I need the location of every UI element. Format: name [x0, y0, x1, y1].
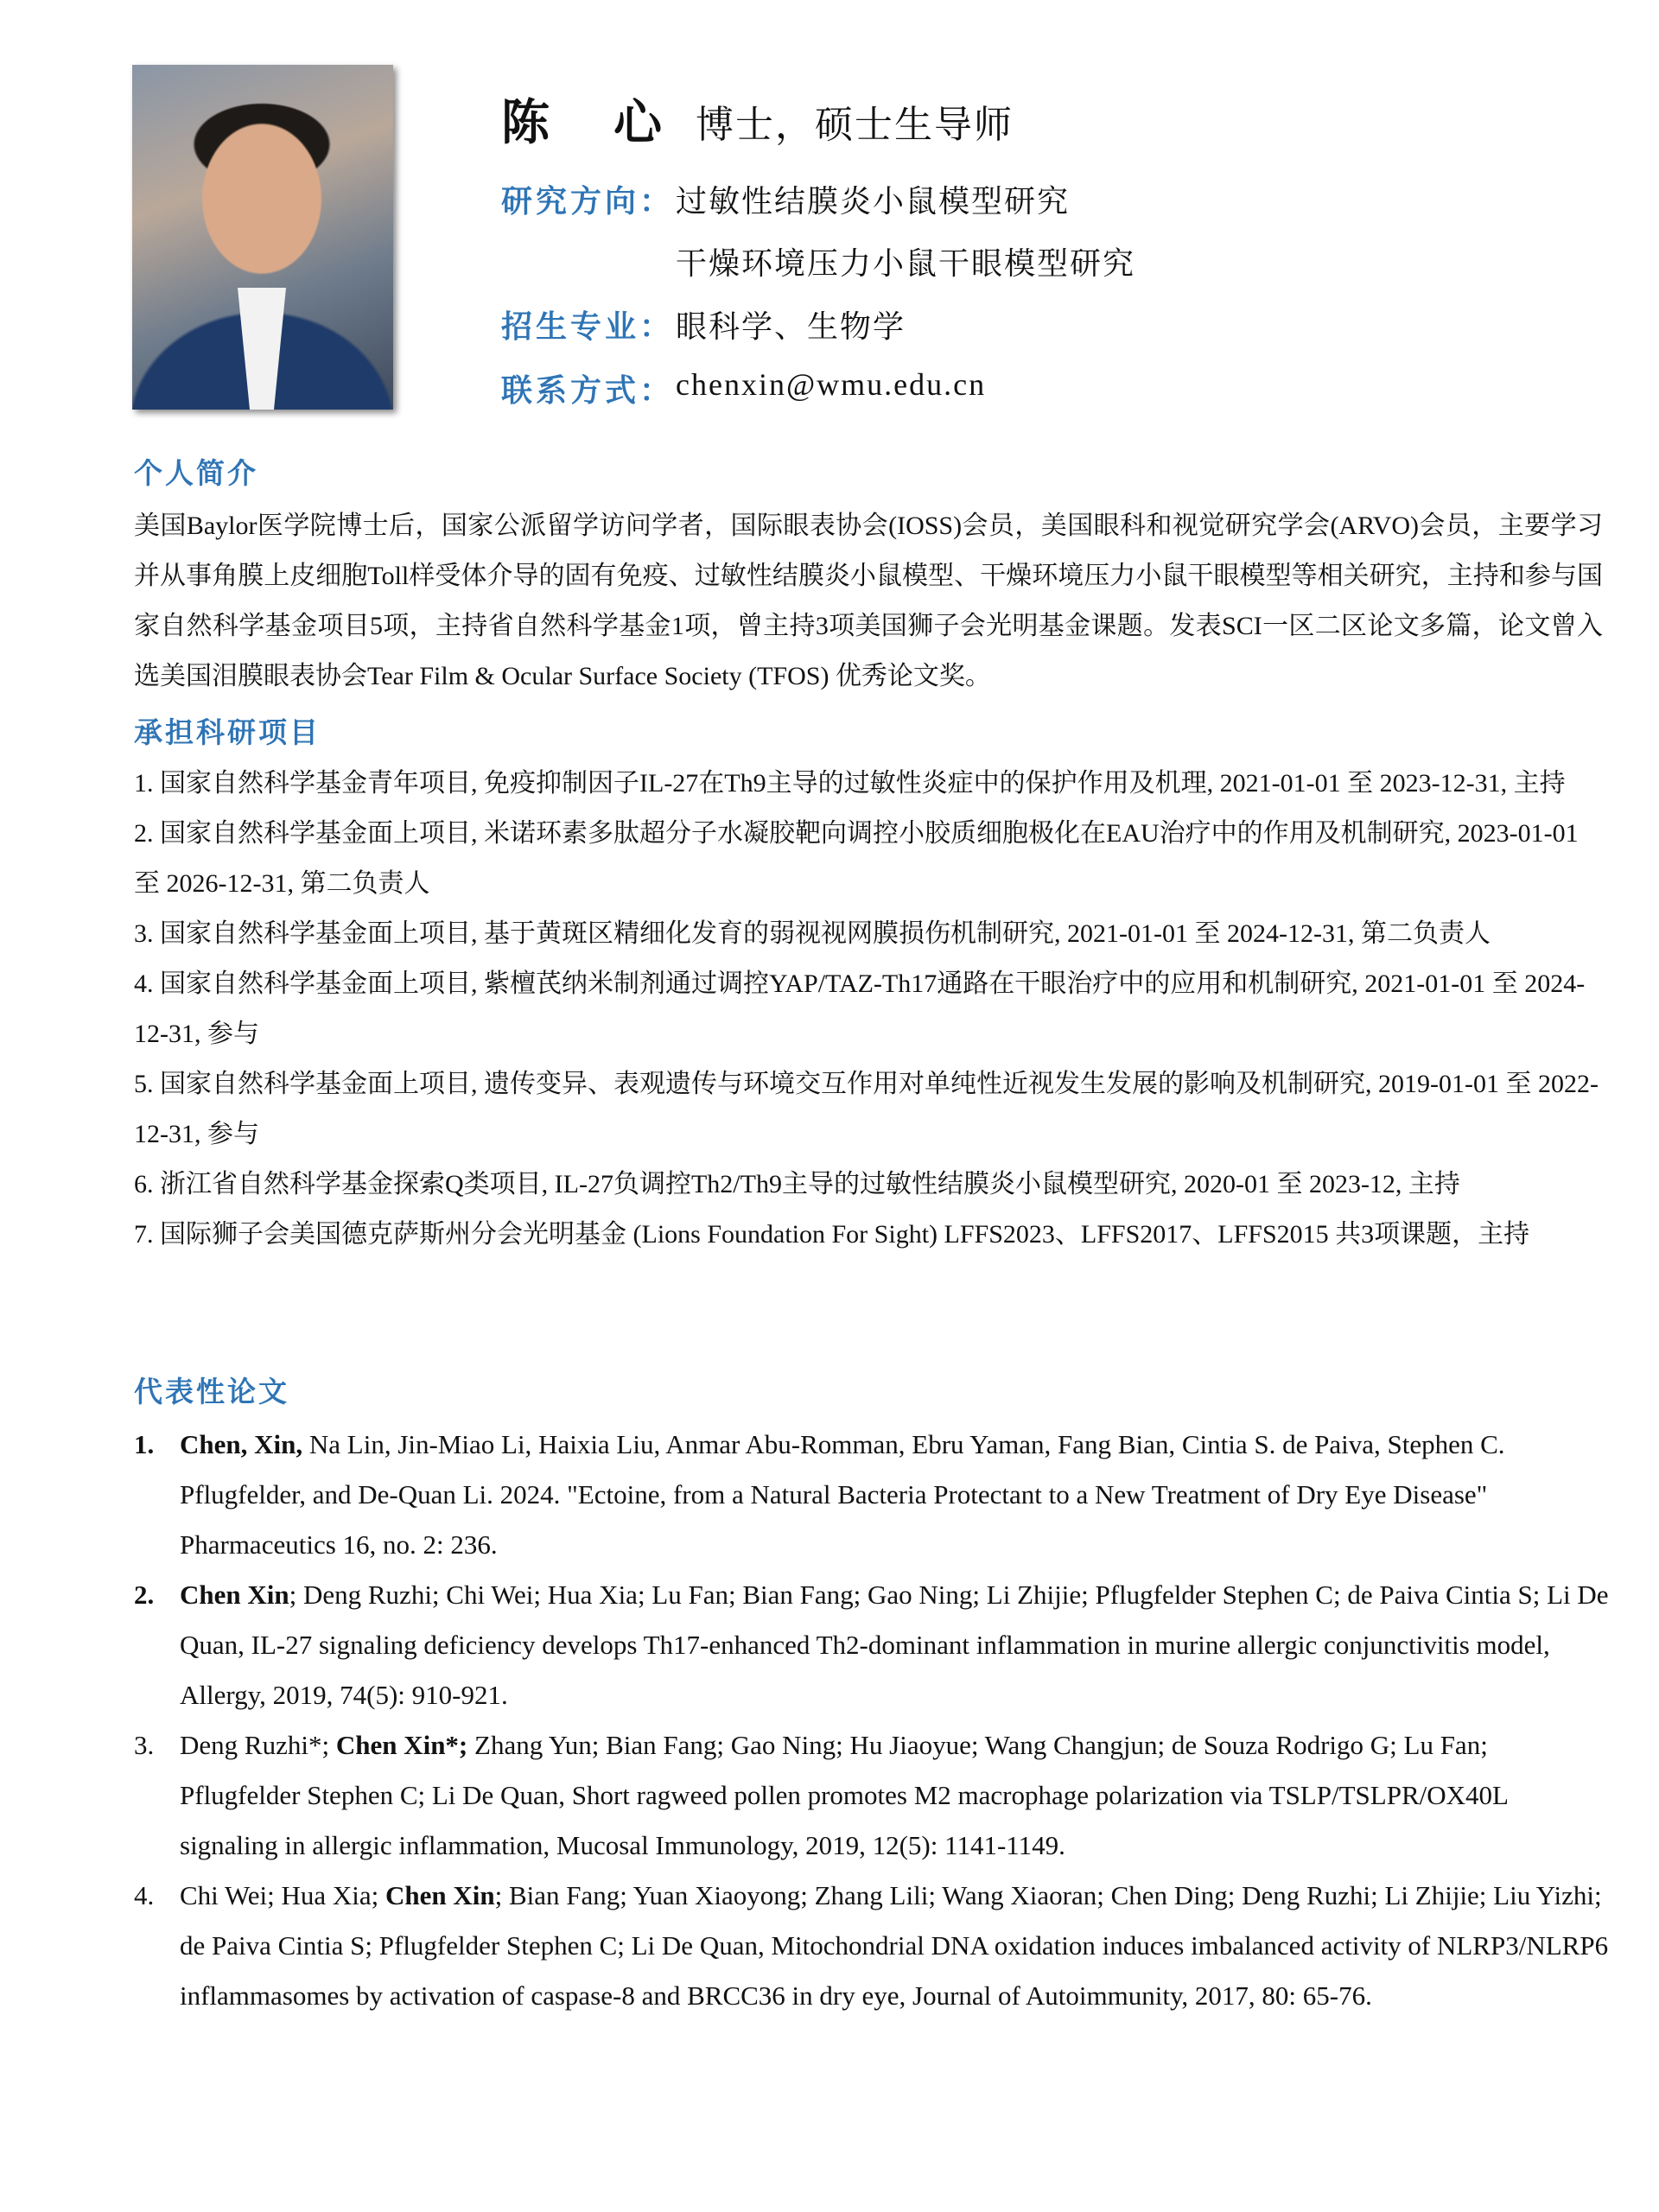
- paper-details: ; Deng Ruzhi; Chi Wei; Hua Xia; Lu Fan; Bian Fang; Gao Ning; Li Zhijie; Pflugfelder Stephen C; de Paiva Cintia S; Li De Quan, IL-27 signaling deficiency develops Th17-enhanced Th2-dominant inflammation in murine allergic conjunctivitis model, Allergy, 2019, 74(5): 910-921.: [180, 1580, 1609, 1710]
- paper-item: [134, 1720, 1611, 1871]
- major-label: 招生专业：: [501, 309, 675, 344]
- paper-main-author: Chen, Xin,: [180, 1429, 303, 1459]
- project-item: 4. 国家自然科学基金面上项目, 紫檀芪纳米制剂通过调控YAP/TAZ-Th17通路在干眼治疗中的应用和机制研究, 2021-01-01 至 2024-12-31, 参与: [134, 969, 1586, 1048]
- paper-coauthors: Chi Wei; Hua Xia;: [180, 1880, 386, 1910]
- paper-number: 1.: [134, 1429, 155, 1459]
- project-item: 1. 国家自然科学基金青年项目, 免疫抑制因子IL-27在Th9主导的过敏性炎症中的保护作用及机理, 2021-01-01 至 2023-12-31, 主持: [134, 769, 1566, 798]
- paper-number: 3.: [134, 1730, 155, 1760]
- paper-main-author: Chen Xin*;: [335, 1730, 468, 1760]
- paper-number: 2.: [134, 1580, 155, 1610]
- project-item: 2. 国家自然科学基金面上项目, 米诺环素多肽超分子水凝胶靶向调控小胶质细胞极化在EAU治疗中的作用及机制研究, 2023-01-01 至 2026-12-31, 第二负责人: [134, 819, 1579, 898]
- paper-details: Zhang Yun; Bian Fang; Gao Ning; Hu Jiaoyue; Wang Changjun; de Souza Rodrigo G; Lu Fan; Pflugfelder Stephen C; Li De Quan, Short ragweed pollen promotes M2 macrophage polarization via TSLP/TSLPR/OX40L signaling in allergic inflammation, Mucosal Immunology, 2019, 12(5): 1141-1149.: [180, 1730, 1508, 1860]
- paper-item: [134, 1871, 1611, 2021]
- research-item: 干燥环境压力小鼠干眼模型研究: [676, 246, 1136, 281]
- project-item: 5. 国家自然科学基金面上项目, 遗传变异、表观遗传与环境交互作用对单纯性近视发生发展的影响及机制研究, 2019-01-01 至 2022-12-31, 参与: [134, 1070, 1599, 1148]
- project-item: 6. 浙江省自然科学基金探索Q类项目, IL-27负调控Th2/Th9主导的过敏性结膜炎小鼠模型研究, 2020-01 至 2023-12, 主持: [134, 1170, 1460, 1198]
- projects-heading: 承担科研项目: [134, 718, 321, 749]
- person-name: 陈 心: [501, 97, 688, 150]
- major-value: 眼科学、生物学: [676, 309, 906, 344]
- paper-details: Na Lin, Jin-Miao Li, Haixia Liu, Anmar Abu-Romman, Ebru Yaman, Fang Bian, Cintia S. de Paiva, Stephen C. Pflugfelder, and De-Quan Li. 2024. "Ectoine, from a Natural Bacteria Protectant to a New Treatment of Dry Eye Disease" Pharmaceutics 16, no. 2: 236.: [180, 1429, 1505, 1560]
- paper-main-author: Chen Xin: [385, 1880, 495, 1910]
- paper-details: ; Bian Fang; Yuan Xiaoyong; Zhang Lili; Wang Xiaoran; Chen Ding; Deng Ruzhi; Li Zhijie; Liu Yizhi; de Paiva Cintia S; Pflugfelder Stephen C; Li De Quan, Mitochondrial DNA oxidation induces imbalanced activity of NLRP3/NLRP6 inflammasomes by activation of caspase-8 and BRCC36 in dry eye, Journal of Autoimmunity, 2017, 80: 65-76.: [180, 1880, 1609, 2011]
- profile-photo: [132, 65, 393, 410]
- paper-number: 4.: [134, 1880, 155, 1910]
- paper-item: [134, 1570, 1611, 1720]
- research-label: 研究方向：: [501, 184, 675, 219]
- project-item: 7. 国际狮子会美国德克萨斯州分会光明基金 (Lions Foundation For Sight) LFFS2023、LFFS2017、LFFS2015 共3项课题，主持: [134, 1220, 1530, 1249]
- contact-email[interactable]: chenxin@wmu.edu.cn: [676, 367, 987, 402]
- contact-label: 联系方式：: [501, 373, 675, 408]
- paper-coauthors: Deng Ruzhi*;: [180, 1730, 336, 1760]
- bio-heading: 个人简介: [134, 459, 258, 490]
- bio-text: 美国Baylor医学院博士后，国家公派留学访问学者，国际眼表协会(IOSS)会员，美国眼科和视觉研究学会(ARVO)会员，主要学习并从事角膜上皮细胞Toll样受体介导的固有免疫、过敏性结膜炎小鼠模型、干燥环境压力小鼠干眼模型等相关研究，主持和参与国家自然科学基金项目5项，主持省自然科学基金1项，曾主持3项美国狮子会光明基金课题。发表SCI一区二区论文多篇，论文曾入选美国泪膜眼表协会Tear Film & Ocular Surface Society (TFOS) 优秀论文奖。: [134, 512, 1603, 690]
- project-item: 3. 国家自然科学基金面上项目, 基于黄斑区精细化发育的弱视视网膜损伤机制研究, 2021-01-01 至 2024-12-31, 第二负责人: [134, 919, 1491, 948]
- paper-main-author: Chen Xin: [180, 1580, 289, 1610]
- papers-list: [134, 1420, 1611, 2021]
- research-item: 过敏性结膜炎小鼠模型研究: [676, 184, 1071, 219]
- projects-list: [134, 759, 1603, 1260]
- paper-item: [134, 1420, 1611, 1570]
- person-title: 博士，硕士生导师: [696, 104, 1014, 146]
- papers-heading: 代表性论文: [134, 1377, 289, 1408]
